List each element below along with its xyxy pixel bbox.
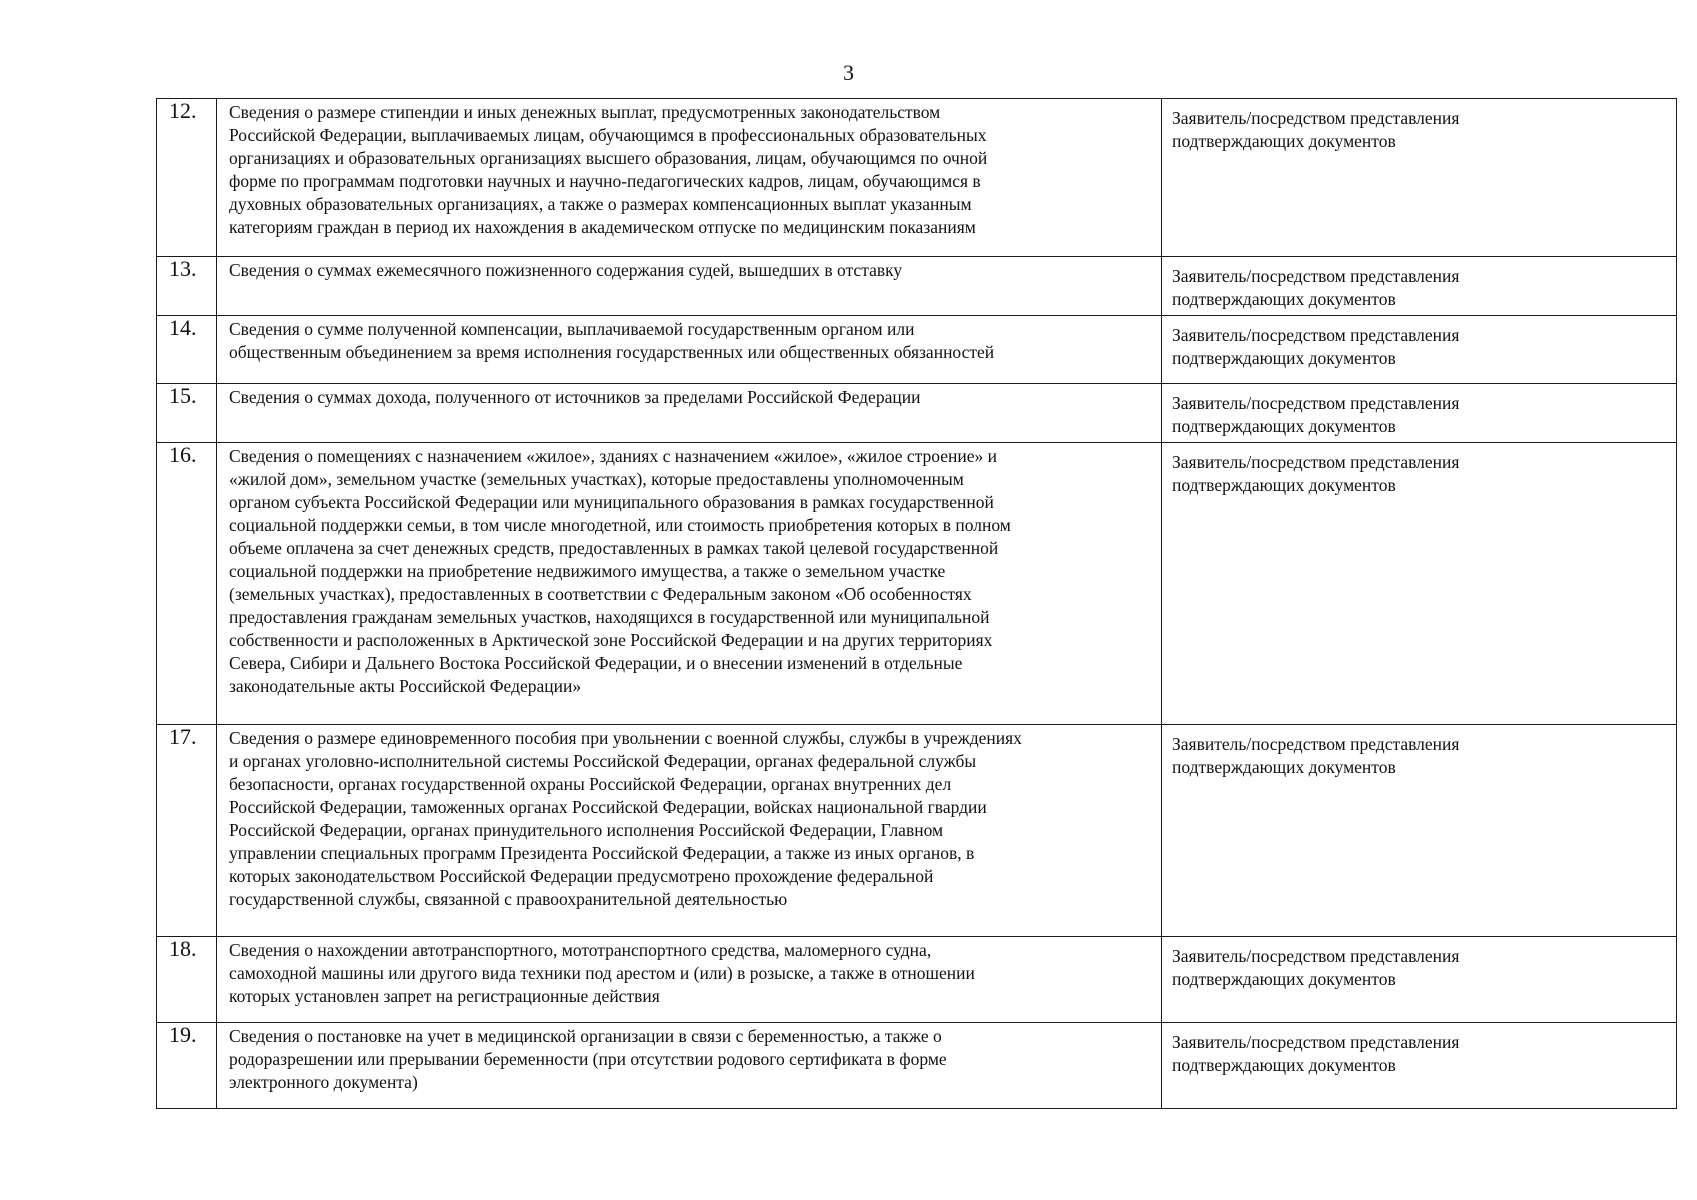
table-row — [157, 316, 1677, 384]
row-description: Сведения о сумме полученной компенсации, выплачиваемой государственным органом или общественным объединением за время исполнения государственных или общественных обязанностей — [229, 319, 995, 362]
row-description: Сведения о размере единовременного пособия при увольнении с военной службы, службы в учреждениях и органах уголовно-исполнительной системы Российской Федерации, органах федеральной службы безопасности, органах государственной охраны Российской Федерации, органах внутренних дел Российской Федерации, таможенных органах Российской Федерации, войсках национальной гвардии Российской Федерации, органах принудительного исполнения Российской Федерации, Главном управлении специальных программ Президента Российской Федерации, а также из иных органов, в которых законодательством Российской Федерации предусмотрено прохождение федеральной государственной службы, связанной с правоохранительной деятельностью — [229, 728, 1022, 909]
table-row — [157, 443, 1677, 725]
page-number: 3 — [843, 60, 854, 85]
row-source: Заявитель/посредством представления подтверждающих документов — [1172, 393, 1460, 436]
row-description: Сведения о суммах дохода, полученного от источников за пределами Российской Федерации — [229, 387, 921, 407]
documents-table — [156, 98, 1677, 1109]
row-description: Сведения о постановке на учет в медицинской организации в связи с беременностью, а также о родоразрешении или прерывании беременности (при отсутствии родового сертификата в форме электронного документа) — [229, 1026, 947, 1092]
row-number: 12. — [157, 99, 217, 257]
row-number: 13. — [157, 257, 217, 316]
row-source: Заявитель/посредством представления подтверждающих документов — [1172, 1032, 1460, 1075]
table-row — [157, 384, 1677, 443]
table-row — [157, 937, 1677, 1023]
table-row — [157, 99, 1677, 257]
row-source: Заявитель/посредством представления подтверждающих документов — [1172, 108, 1460, 151]
row-source: Заявитель/посредством представления подтверждающих документов — [1172, 325, 1460, 368]
row-number: 19. — [157, 1023, 217, 1109]
row-number: 15. — [157, 384, 217, 443]
table-row — [157, 725, 1677, 937]
row-description: Сведения о размере стипендии и иных денежных выплат, предусмотренных законодательством Российской Федерации, выплачиваемых лицам, обучающимся в профессиональных образовательных организациях и образовательных организациях высшего образования, лицам, обучающимся по очной форме по программам подготовки научных и научно-педагогических кадров, лицам, обучающимся в духовных образовательных организациях, а также о размерах компенсационных выплат указанным категориям граждан в период их нахождения в академическом отпуске по медицинским показаниям — [229, 102, 988, 237]
row-description: Сведения о нахождении автотранспортного, мототранспортного средства, маломерного судна, самоходной машины или другого вида техники под арестом и (или) в розыске, а также в отношении которых установлен запрет на регистрационные действия — [229, 940, 975, 1006]
row-source: Заявитель/посредством представления подтверждающих документов — [1172, 452, 1460, 495]
table-row — [157, 1023, 1677, 1109]
row-number: 17. — [157, 725, 217, 937]
row-number: 14. — [157, 316, 217, 384]
row-number: 16. — [157, 443, 217, 725]
table-row — [157, 257, 1677, 316]
row-source: Заявитель/посредством представления подтверждающих документов — [1172, 946, 1460, 989]
row-description: Сведения о помещениях с назначением «жилое», зданиях с назначением «жилое», «жилое строение» и «жилой дом», земельном участке (земельных участках), которые предоставлены уполномоченным органом субъекта Российской Федерации или муниципального образования в рамках государственной социальной поддержки семьи, в том числе многодетной, или стоимость приобретения которых в полном объеме оплачена за счет денежных средств, предоставленных в рамках такой целевой государственной социальной поддержки на приобретение недвижимого имущества, а также о земельном участке (земельных участках), предоставленных в соответствии с Федеральным законом «Об особенностях предоставления гражданам земельных участков, находящихся в государственной или муниципальной собственности и расположенных в Арктической зоне Российской Федерации и на других территориях Севера, Сибири и Дальнего Востока Российской Федерации, и о внесении изменений в отдельные законодательные акты Российской Федерации» — [229, 446, 1011, 696]
row-source: Заявитель/посредством представления подтверждающих документов — [1172, 266, 1460, 309]
row-number: 18. — [157, 937, 217, 1023]
row-source: Заявитель/посредством представления подтверждающих документов — [1172, 734, 1460, 777]
row-description: Сведения о суммах ежемесячного пожизненного содержания судей, вышедших в отставку — [229, 260, 903, 280]
